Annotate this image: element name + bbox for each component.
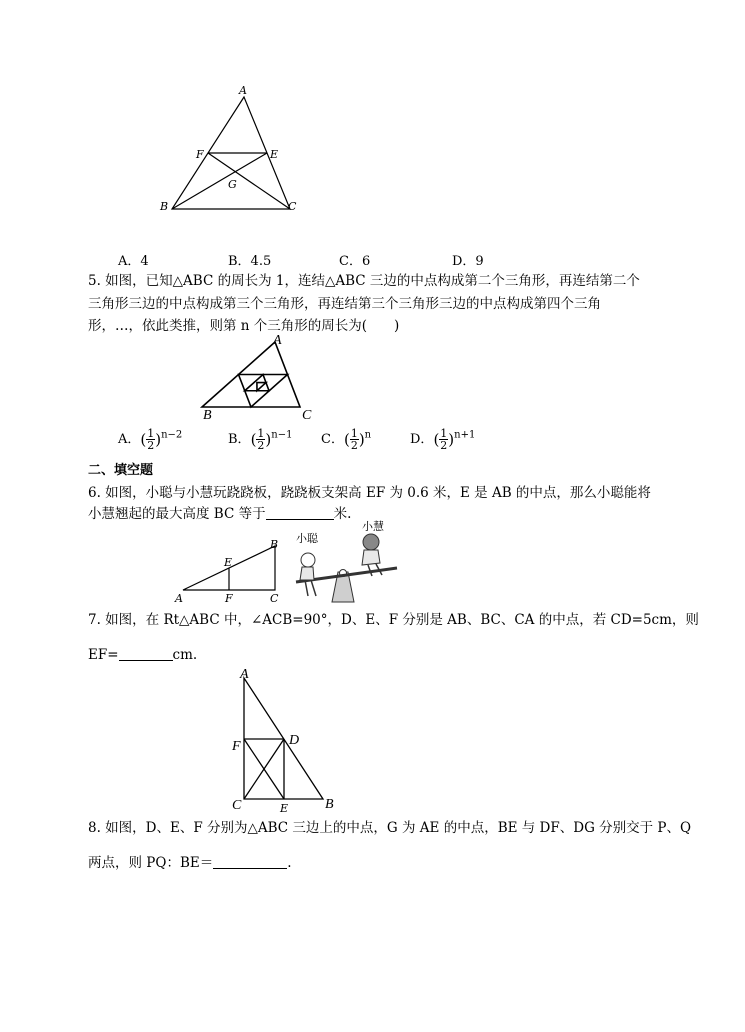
- q6-answer-blank[interactable]: [266, 507, 334, 520]
- q6-label-a: A: [175, 592, 183, 605]
- q7-label-e: E: [280, 802, 289, 815]
- q6-label-e: E: [224, 556, 233, 569]
- label-g: G: [228, 178, 237, 191]
- q7-label-c: C: [232, 798, 242, 813]
- q5-line-2: 三角形三边的中点构成第三个三角形，再连结第三个三角形三边的中点构成第四个三角: [88, 296, 601, 312]
- q5-option-c: C．( $\frac{1}{2}$ )$^n$: [321, 427, 372, 452]
- label-c: C: [288, 200, 297, 213]
- q7-label-b: B: [325, 797, 334, 812]
- q5-line-1: 5. 如图，已知△ABC 的周长为 1，连结△ABC 三边的中点构成第二个三角形，再连结第二个: [88, 273, 640, 289]
- q7-label-a: A: [240, 667, 249, 682]
- q4-option-c: C．6: [339, 254, 371, 269]
- section-title: 二、填空题: [88, 463, 154, 478]
- q4-option-a: A．4: [118, 254, 149, 269]
- q6-line-2: 小慧翘起的最大高度 BC 等于 米.: [88, 506, 352, 522]
- q8-line-2: 两点，则 PQ：BE＝ .: [88, 855, 292, 871]
- q5-label-c: C: [302, 408, 312, 423]
- q4-option-d: D．9: [452, 254, 484, 269]
- q5-option-a: A．( $\frac{1}{2}$ )$^{n-2}$: [118, 427, 183, 452]
- label-b: B: [160, 200, 169, 213]
- name-xiaohui: 小慧: [362, 520, 384, 533]
- q7-line-1: 7. 如图，在 Rt△ABC 中，∠ACB=90°，D、E、F 分别是 AB、BC、CA 的中点，若 CD=5cm，则: [88, 612, 699, 628]
- label-f: F: [196, 148, 204, 161]
- q7-label-d: D: [289, 733, 300, 748]
- figure-triangle-fe-g: [0, 0, 745, 260]
- q6-label-c: C: [270, 592, 279, 605]
- q5-label-b: B: [203, 408, 212, 423]
- q6-label-f: F: [225, 592, 233, 605]
- q5-line-3: 形，…，依此类推，则第 n 个三角形的周长为( ): [88, 318, 400, 334]
- q8-line-1: 8. 如图，D、E、F 分别为△ABC 三边上的中点，G 为 AE 的中点，BE 与 DF、DG 分别交于 P、Q: [88, 820, 692, 836]
- label-e: E: [270, 148, 279, 161]
- q7-line-2: EF= cm.: [88, 647, 198, 663]
- q6-line-1: 6. 如图，小聪与小慧玩跷跷板，跷跷板支架高 EF 为 0.6 米，E 是 AB 的中点，那么小聪能将: [88, 485, 651, 501]
- q4-option-b: B．4.5: [228, 254, 272, 269]
- figure-seesaw: [0, 520, 745, 605]
- label-a: A: [239, 84, 247, 97]
- q5-label-a: A: [273, 333, 282, 348]
- figure-right-triangle: [0, 660, 745, 820]
- figure-nested-triangles: [0, 330, 745, 423]
- q8-answer-blank[interactable]: [213, 856, 287, 869]
- name-xiaocong: 小聪: [296, 532, 318, 545]
- q7-label-f: F: [232, 739, 241, 754]
- q5-option-b: B．( $\frac{1}{2}$ )$^{n-1}$: [228, 427, 293, 452]
- q5-option-d: D．( $\frac{1}{2}$ )$^{n+1}$: [410, 427, 476, 452]
- q6-label-b: B: [270, 538, 279, 551]
